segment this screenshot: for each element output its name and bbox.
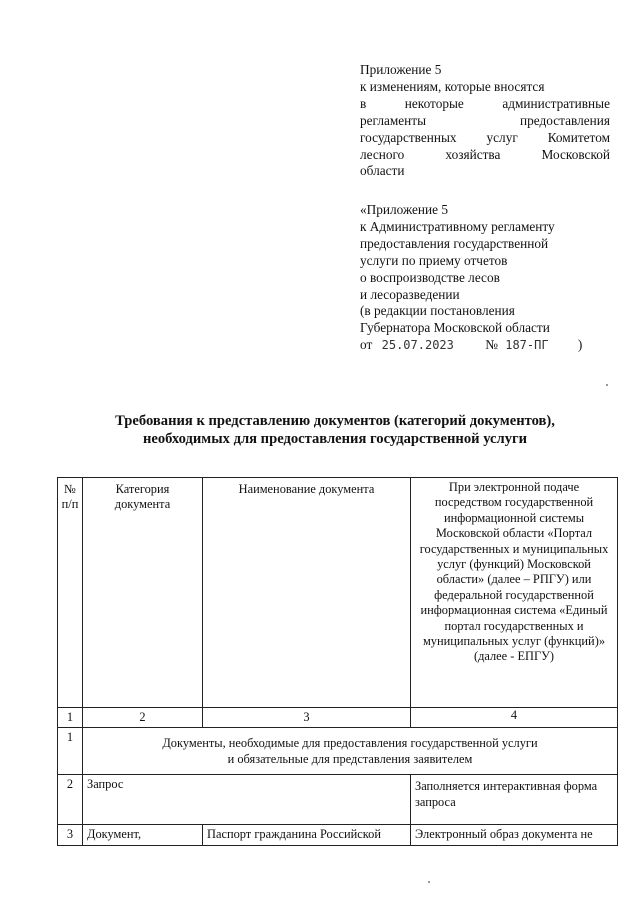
row-num: 3 [58,825,83,845]
section-row [58,728,618,775]
appendix-heading: Приложение 5 [360,62,442,77]
closing-paren: ) [577,337,583,353]
row-category: Документ, [83,825,203,845]
appendix-line-6: области [360,163,405,179]
scan-speck [428,881,430,883]
index-row [58,708,618,728]
row-electronic: Заполняется интерактивная форма запроса [411,775,618,825]
index-cell: 1 [58,708,83,728]
decree-number: 187-ПГ [505,338,549,353]
requirements-table [57,477,618,846]
appendix-line-1: к изменениям, которые вносятся [360,78,545,94]
quoted-appendix-line: Губернатора Московской области [360,320,550,336]
row-name [203,775,411,825]
row-name: Паспорт гражданина Российской [203,825,411,845]
quoted-appendix-note [360,202,610,354]
section-num: 1 [58,728,83,775]
table-row [58,825,618,845]
appendix-line-3: регламенты предоставления [360,112,610,128]
title-line-2: необходимых для предоставления государственной услуги [142,431,528,447]
table-row [58,775,618,825]
quoted-appendix-line: предоставления государственной [360,235,549,251]
quoted-appendix-line: и лесоразведении [360,286,460,302]
header-num: № п/п [58,478,83,708]
quoted-appendix-heading: «Приложение 5 [360,202,448,217]
quoted-appendix-line: (в редакции постановления [360,303,515,319]
document-title [60,412,610,448]
row-category: Запрос [83,775,203,825]
appendix-line-5: лесного хозяйства Московской [360,146,610,162]
quoted-appendix-line: к Административному регламенту [360,218,555,234]
appendix-line-2: в некоторые административные [360,95,610,111]
title-line-1: Требования к представлению документов (категорий документов), [115,413,555,429]
decree-date-line [360,337,610,354]
section-title [83,728,618,775]
index-cell: 4 [411,708,618,728]
date-prefix: от [360,337,373,353]
header-category: Категория документа [83,478,203,708]
quoted-appendix-line: услуги по приему отчетов [360,252,508,268]
index-cell: 2 [83,708,203,728]
scan-speck [606,384,608,386]
quoted-appendix-line: о воспроизводстве лесов [360,269,500,285]
section-title-line-2: и обязательные для представления заявителем [227,751,473,766]
header-name: Наименование документа [203,478,411,708]
decree-date: 25.07.2023 [381,338,454,353]
number-prefix: № [485,337,498,353]
index-cell: 3 [203,708,411,728]
row-num: 2 [58,775,83,825]
section-title-line-1: Документы, необходимые для предоставления государственной услуги [162,736,538,751]
appendix-note [360,62,610,180]
header-electronic: При электронной подаче посредством государственной информационной системы Московской области «Портал государственных и муниципальных услуг (функций) Московской области» (далее – РПГУ) или федеральной государственной информационная система «Единый портал государственных и муниципальных услуг (функций)» (далее - ЕПГУ) [411,478,618,708]
appendix-line-4: государственных услуг Комитетом [360,129,610,145]
table-header-row [58,478,618,708]
row-electronic: Электронный образ документа не [411,825,618,845]
